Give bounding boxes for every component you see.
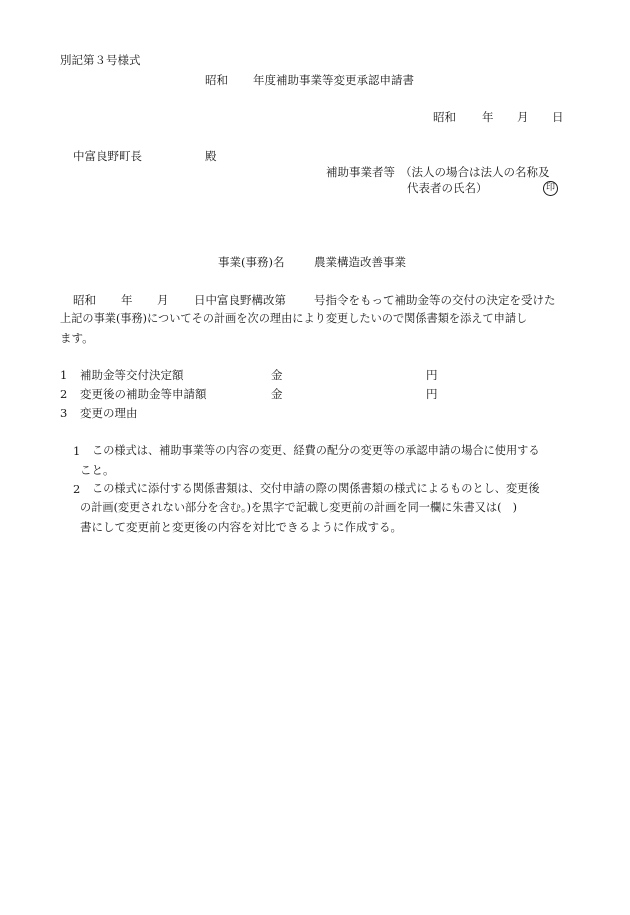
item-kin: 金 xyxy=(271,368,283,382)
body-era: 昭和 xyxy=(73,293,96,307)
body-line2: 上記の事業(事務)についてその計画を次の理由により変更したいので関係書類を添えて申請し xyxy=(60,312,528,325)
applicant-note-1: （法人の場合は法人の名称及 xyxy=(400,165,550,179)
applicant-note-2: 代表者の氏名） xyxy=(407,181,488,195)
item-yen: 円 xyxy=(426,387,438,401)
note-line: の計画(変更されない部分を含む。)を黒字で記載し変更前の計画を同一欄に朱書又は( ) xyxy=(80,501,517,514)
body-line3: ます。 xyxy=(60,331,94,345)
item-label: 補助金等交付決定額 xyxy=(80,368,184,382)
note-line: こと。 xyxy=(80,463,115,477)
date-day: 日 xyxy=(552,110,564,124)
project-label: 事業(事務)名 xyxy=(218,255,285,269)
title-era: 昭和 xyxy=(205,73,228,87)
body-decision-ref: 日中富良野構改第 xyxy=(194,293,286,307)
form-id: 別記第３号様式 xyxy=(60,53,141,67)
body-month: 月 xyxy=(157,293,169,307)
body-year: 年 xyxy=(121,293,133,307)
applicant-label: 補助事業者等 xyxy=(326,165,395,179)
note-line: この様式は、補助事業等の内容の変更、経費の配分の変更等の承認申請の場合に使用する xyxy=(92,444,540,457)
item-number: 1 xyxy=(60,368,68,382)
body-line1-tail: 号指令をもって補助金等の交付の決定を受けた xyxy=(314,293,556,307)
item-kin: 金 xyxy=(271,387,283,401)
honorific: 殿 xyxy=(205,149,217,163)
note-number: 1 xyxy=(73,444,81,458)
note-number: 2 xyxy=(73,482,81,496)
note-line: この様式に添付する関係書類は、交付申請の際の関係書類の様式によるものとし、変更後 xyxy=(92,482,540,495)
project-name: 農業構造改善事業 xyxy=(314,255,406,269)
addressee: 中富良野町長 xyxy=(73,149,142,163)
note-line: 書にして変更前と変更後の内容を対比できるように作成する。 xyxy=(80,520,402,534)
seal-mark xyxy=(543,179,558,196)
item-number: 2 xyxy=(60,387,68,401)
date-era: 昭和 xyxy=(433,110,456,124)
item-yen: 円 xyxy=(426,368,438,382)
seal-icon: 印 xyxy=(543,181,558,196)
date-month: 月 xyxy=(517,110,529,124)
item-label: 変更の理由 xyxy=(80,406,138,420)
date-year: 年 xyxy=(482,110,494,124)
item-label: 変更後の補助金等申請額 xyxy=(80,387,207,401)
item-number: 3 xyxy=(60,406,68,420)
document-title: 年度補助事業等変更承認申請書 xyxy=(253,73,414,87)
